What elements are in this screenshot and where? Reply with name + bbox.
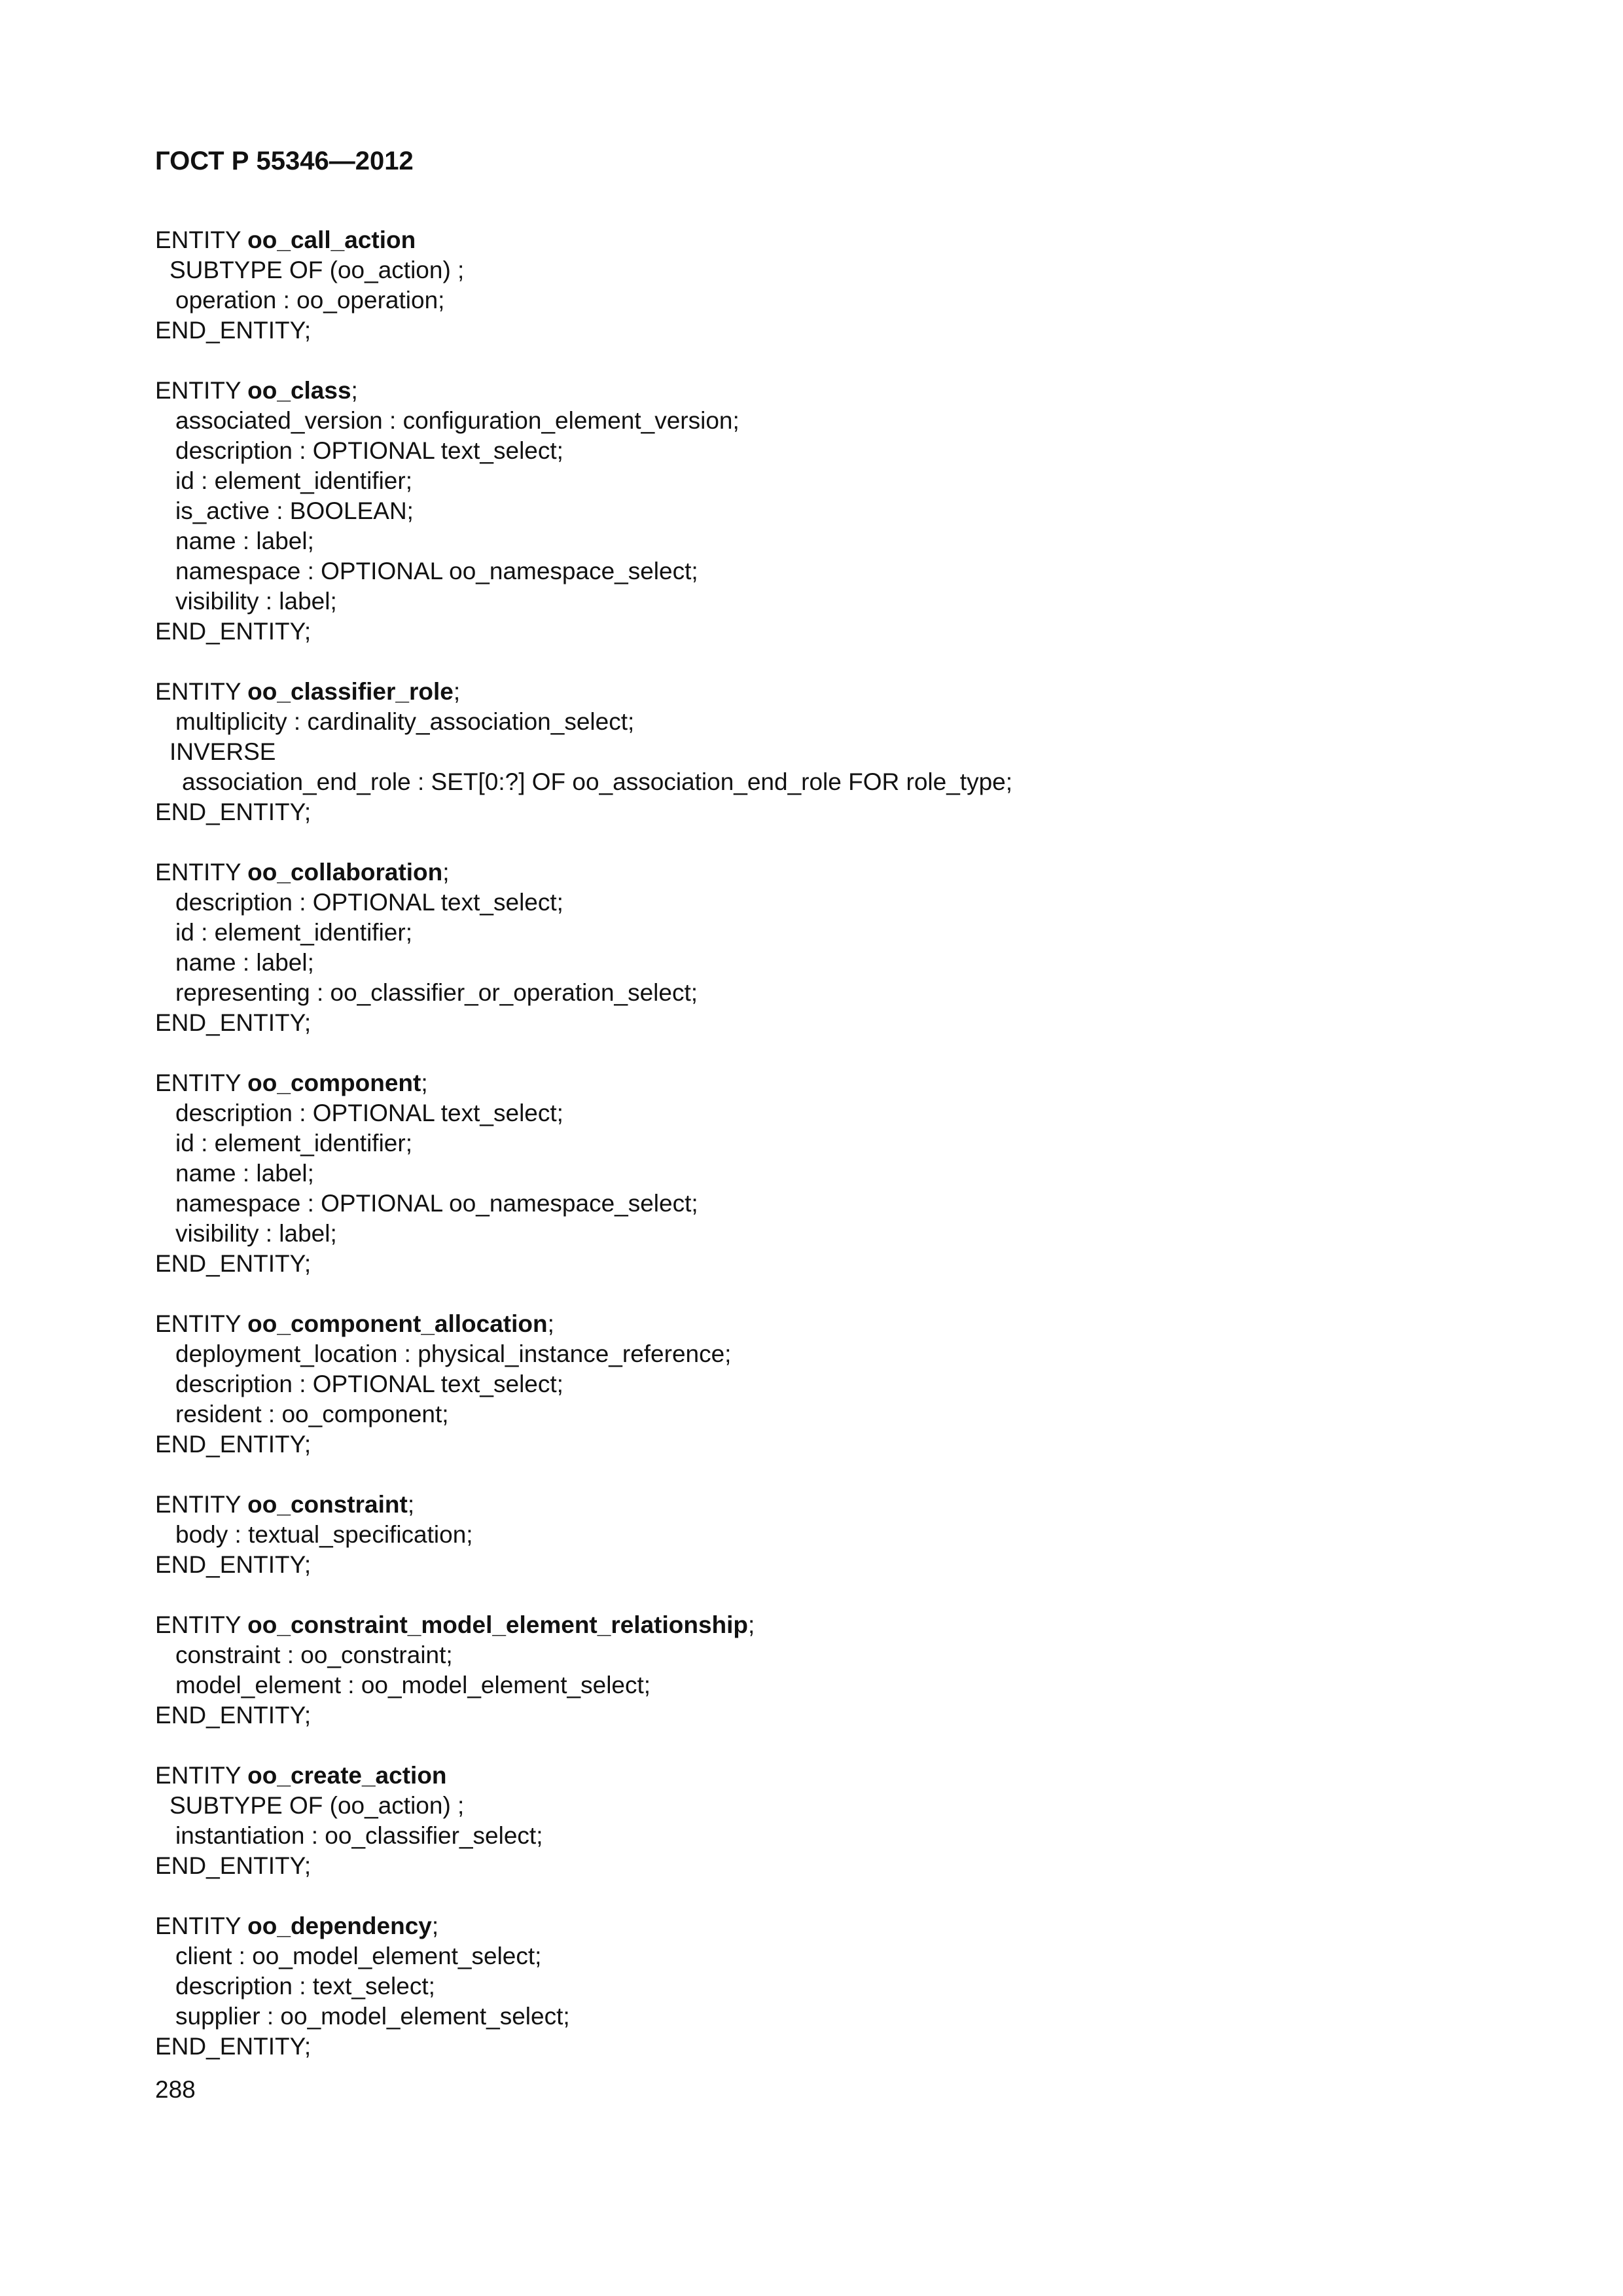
entity-name: oo_collaboration	[247, 859, 443, 886]
document-header: ГОСТ Р 55346—2012	[155, 147, 414, 175]
entity-block	[155, 1761, 1464, 1881]
entity-attribute-line: id : element_identifier;	[175, 467, 412, 494]
entity-attribute-line: body : textual_specification;	[175, 1521, 473, 1548]
entity-name: oo_constraint	[247, 1491, 408, 1518]
entity-keyword: ENTITY	[155, 1762, 248, 1789]
entity-attribute-line: name : label;	[175, 528, 314, 554]
entity-keyword: ENTITY	[155, 1069, 248, 1096]
entity-block	[155, 1068, 1464, 1279]
entity-attribute-line: supplier : oo_model_element_select;	[175, 2003, 570, 2030]
entity-keyword: ENTITY	[155, 1310, 248, 1337]
entity-suffix: ;	[547, 1310, 554, 1337]
entity-attribute-line: client : oo_model_element_select;	[175, 1943, 542, 1969]
entity-declaration	[155, 1309, 1464, 1339]
entity-keyword: ENTITY	[155, 1912, 248, 1939]
entity-block	[155, 376, 1464, 647]
entity-attribute-line: multiplicity : cardinality_association_select;	[175, 708, 635, 735]
entity-inverse-keyword: INVERSE	[169, 738, 276, 765]
entity-block	[155, 1490, 1464, 1580]
entity-attribute-line: SUBTYPE OF (oo_action) ;	[169, 1792, 465, 1819]
entity-attribute-line: id : element_identifier;	[175, 919, 412, 946]
entity-name: oo_classifier_role	[247, 678, 454, 705]
entity-attribute-line: is_active : BOOLEAN;	[175, 497, 414, 524]
entity-name: oo_class	[247, 377, 351, 404]
express-schema-listing	[155, 225, 1464, 2092]
entity-attribute-line: instantiation : oo_classifier_select;	[175, 1822, 543, 1849]
entity-end: END_ENTITY;	[155, 618, 312, 645]
entity-declaration	[155, 677, 1464, 707]
entity-end: END_ENTITY;	[155, 2033, 312, 2060]
entity-name: oo_component	[247, 1069, 421, 1096]
entity-keyword: ENTITY	[155, 377, 248, 404]
entity-attribute-line: name : label;	[175, 949, 314, 976]
entity-end: END_ENTITY;	[155, 1551, 312, 1578]
entity-declaration	[155, 1761, 1464, 1791]
entity-attribute-line: constraint : oo_constraint;	[175, 1641, 453, 1668]
entity-block	[155, 1309, 1464, 1460]
entity-declaration	[155, 1490, 1464, 1520]
entity-attribute-line: description : text_select;	[175, 1973, 435, 2000]
entity-end: END_ENTITY;	[155, 1009, 312, 1036]
entity-declaration	[155, 857, 1464, 888]
entity-attribute-line: visibility : label;	[175, 588, 337, 615]
entity-attribute-line: association_end_role : SET[0:?] OF oo_association_end_role FOR role_type;	[182, 768, 1013, 795]
entity-suffix: ;	[453, 678, 461, 705]
entity-attribute-line: id : element_identifier;	[175, 1130, 412, 1157]
entity-attribute-line: representing : oo_classifier_or_operation_select;	[175, 979, 698, 1006]
entity-declaration	[155, 1068, 1464, 1098]
entity-end: END_ENTITY;	[155, 1250, 312, 1277]
entity-suffix: ;	[748, 1611, 755, 1638]
entity-attribute-line: SUBTYPE OF (oo_action) ;	[169, 257, 465, 283]
entity-keyword: ENTITY	[155, 859, 248, 886]
entity-declaration	[155, 1911, 1464, 1941]
entity-block	[155, 225, 1464, 346]
entity-attribute-line: description : OPTIONAL text_select;	[175, 1100, 563, 1126]
entity-attribute-line: namespace : OPTIONAL oo_namespace_select;	[175, 558, 698, 584]
entity-end: END_ENTITY;	[155, 1852, 312, 1879]
entity-attribute-line: associated_version : configuration_element_version;	[175, 407, 740, 434]
page-number: 288	[155, 2076, 196, 2103]
entity-end: END_ENTITY;	[155, 317, 312, 344]
entity-attribute-line: description : OPTIONAL text_select;	[175, 889, 563, 916]
entity-keyword: ENTITY	[155, 1491, 248, 1518]
entity-name: oo_dependency	[247, 1912, 432, 1939]
entity-declaration	[155, 1610, 1464, 1640]
entity-declaration	[155, 376, 1464, 406]
entity-block	[155, 677, 1464, 827]
entity-suffix: ;	[421, 1069, 428, 1096]
entity-name: oo_constraint_model_element_relationship	[247, 1611, 749, 1638]
entity-name: oo_component_allocation	[247, 1310, 548, 1337]
entity-attribute-line: model_element : oo_model_element_select;	[175, 1672, 651, 1698]
entity-keyword: ENTITY	[155, 226, 248, 253]
entity-attribute-line: description : OPTIONAL text_select;	[175, 1371, 563, 1397]
entity-keyword: ENTITY	[155, 1611, 248, 1638]
entity-attribute-line: deployment_location : physical_instance_reference;	[175, 1340, 732, 1367]
entity-end: END_ENTITY;	[155, 798, 312, 825]
entity-end: END_ENTITY;	[155, 1702, 312, 1729]
entity-keyword: ENTITY	[155, 678, 248, 705]
entity-block	[155, 1610, 1464, 1731]
entity-attribute-line: visibility : label;	[175, 1220, 337, 1247]
entity-suffix: ;	[442, 859, 450, 886]
entity-attribute-line: description : OPTIONAL text_select;	[175, 437, 563, 464]
entity-name: oo_create_action	[247, 1762, 447, 1789]
entity-attribute-line: namespace : OPTIONAL oo_namespace_select;	[175, 1190, 698, 1217]
entity-suffix: ;	[351, 377, 358, 404]
entity-block	[155, 857, 1464, 1038]
entity-attribute-line: operation : oo_operation;	[175, 287, 445, 314]
entity-attribute-line: name : label;	[175, 1160, 314, 1187]
entity-name: oo_call_action	[247, 226, 416, 253]
entity-suffix: ;	[407, 1491, 415, 1518]
entity-end: END_ENTITY;	[155, 1431, 312, 1458]
entity-suffix: ;	[431, 1912, 439, 1939]
entity-attribute-line: resident : oo_component;	[175, 1401, 449, 1427]
entity-declaration	[155, 225, 1464, 255]
entity-block	[155, 1911, 1464, 2062]
